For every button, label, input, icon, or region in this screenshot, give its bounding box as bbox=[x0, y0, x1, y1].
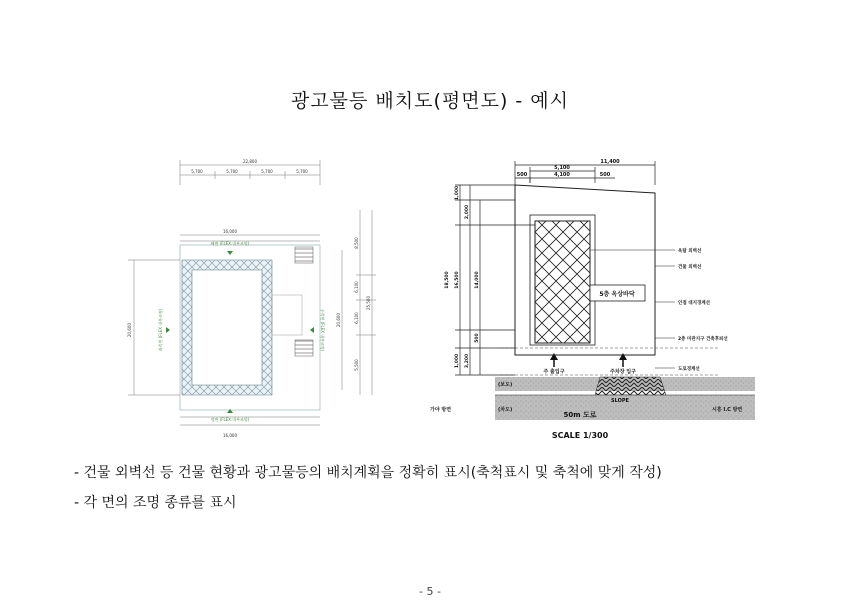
dim-top: 22,800 bbox=[243, 159, 257, 164]
plan-drawing bbox=[120, 155, 380, 440]
entrance-parking: 주차장 입구 bbox=[610, 369, 636, 375]
label-front: 정면 (FLEX 내부조명) bbox=[210, 417, 250, 422]
legend-adjacent-boundary: 인접 대지경계선 bbox=[678, 301, 710, 306]
dim-top-part: 5,700 bbox=[261, 169, 273, 174]
dim-right-3: 6,100 bbox=[354, 312, 359, 324]
dim-top-part: 5,700 bbox=[191, 169, 203, 174]
dim-r-v2: 2,000 bbox=[465, 204, 470, 220]
dim-r-side-left: 500 bbox=[516, 172, 528, 178]
label-back: 배면 (FLEX 내부조명) bbox=[210, 241, 250, 246]
dim-left: 20,600 bbox=[127, 323, 132, 337]
slope-label: SLOPE bbox=[611, 398, 629, 404]
road-left-label: 가야 방면 bbox=[430, 407, 452, 413]
label-left: 좌측면 (FLEX 내부조명) bbox=[158, 308, 163, 352]
dim-inner: 16,000 bbox=[223, 229, 237, 234]
dim-r-v6: 500 bbox=[475, 333, 480, 343]
dim-r-sub2: 4,100 bbox=[554, 172, 570, 178]
sidewalk-label: (보도) bbox=[498, 382, 513, 388]
dim-r-v7: 1,000 bbox=[455, 353, 460, 369]
legend-rooftop-wall: 옥탑 외벽선 bbox=[678, 249, 702, 254]
dim-right-2: 6,100 bbox=[354, 281, 359, 293]
legend-setback-line: 2층 미관지구 건축후퇴선 bbox=[678, 337, 728, 342]
roof-label: 5층 옥상바닥 bbox=[599, 291, 635, 298]
dim-r-v1: 1,000 bbox=[455, 185, 460, 201]
dim-right-total: 25,500 bbox=[366, 296, 371, 310]
dim-r-v4: 16,500 bbox=[455, 271, 460, 289]
legend-road-boundary: 도로경계선 bbox=[678, 367, 700, 372]
roadway-label: (차도) bbox=[498, 407, 513, 413]
dim-r-v8: 3,200 bbox=[465, 353, 470, 369]
dim-r-side-right: 500 bbox=[599, 172, 611, 178]
dim-r-top: 11,400 bbox=[600, 159, 620, 165]
label-right: 우측면 (FLEX 내부조명) bbox=[320, 308, 325, 352]
road-right-label: 시흥 I.C 방면 bbox=[712, 407, 743, 413]
bullet-item: - 건물 외벽선 등 건물 현황과 광고물등의 배치계획을 정확히 표시(축척표시 및 축척에 맞게 작성) bbox=[74, 465, 662, 481]
page-number: - 5 - bbox=[419, 585, 441, 598]
bullet-item: - 각 면의 조명 종류를 표시 bbox=[74, 495, 237, 511]
dim-right-4: 5,500 bbox=[354, 359, 359, 371]
dim-bottom: 16,000 bbox=[223, 433, 237, 438]
page-title: 광고물등 배치도(평면도) - 예시 bbox=[290, 90, 570, 112]
legend-building-wall: 건물 외벽선 bbox=[678, 265, 702, 270]
dim-right-inner: 20,600 bbox=[336, 313, 341, 327]
dim-top-part: 5,700 bbox=[296, 169, 308, 174]
road-name: 50m 도로 bbox=[563, 411, 597, 419]
dim-r-v3: 18,500 bbox=[445, 271, 450, 289]
scale-label: SCALE 1/300 bbox=[551, 431, 609, 440]
dim-r-v5: 14,000 bbox=[475, 271, 480, 289]
dim-r-sub1: 5,100 bbox=[554, 165, 570, 171]
site-drawing bbox=[430, 155, 775, 445]
dim-right-1: 8,500 bbox=[354, 237, 359, 249]
dim-top-part: 5,700 bbox=[226, 169, 238, 174]
entrance-main: 주 출입구 bbox=[543, 369, 565, 375]
